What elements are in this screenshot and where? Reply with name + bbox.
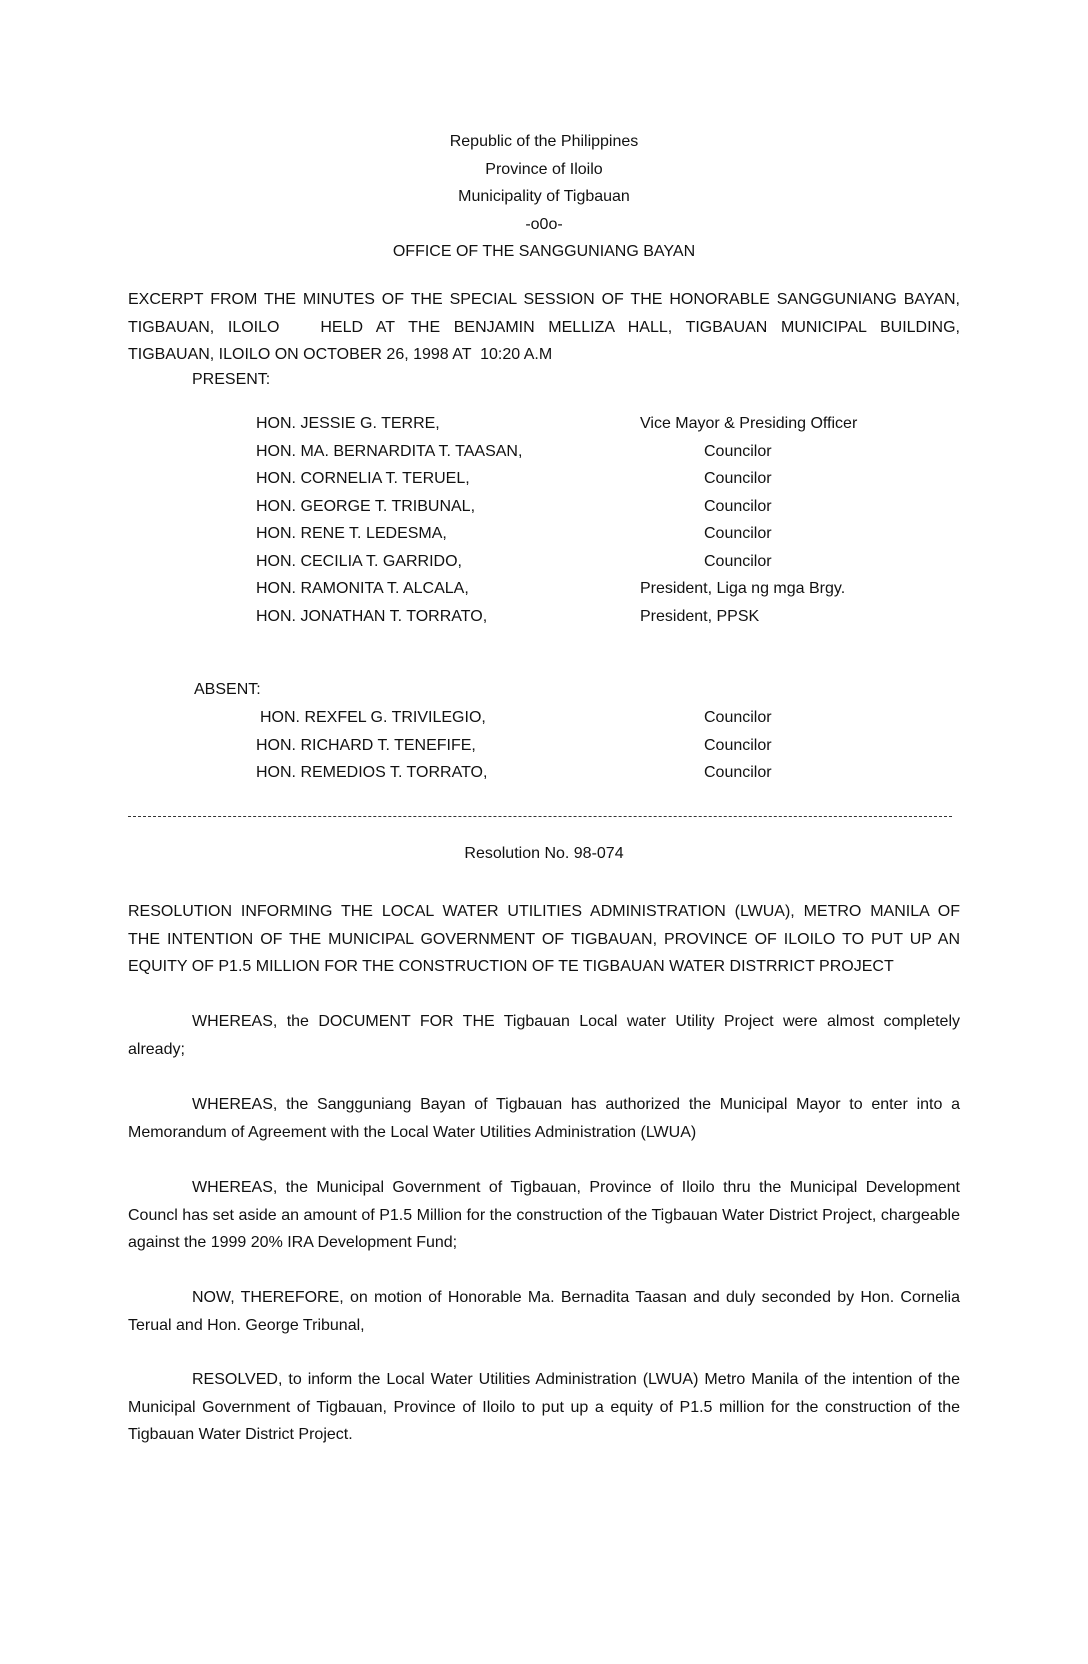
member-name: HON. CECILIA T. GARRIDO, <box>256 552 462 570</box>
member-name: HON. JONATHAN T. TORRATO, <box>256 607 488 625</box>
resolved-paragraph: RESOLVED, to inform the Local Water Utilities Administration (LWUA) Metro Manila of the intention of the Municipal Government of Tigbauan, Province of Iloilo to put up a equity of P1.5 million for the construction of the Tigbauan Water District Project. <box>128 1371 960 1443</box>
member-position: Councilor <box>704 442 772 460</box>
member-position: Councilor <box>704 552 772 570</box>
roster-row <box>0 465 1088 493</box>
resolution-title <box>128 898 960 981</box>
letterhead <box>0 128 1088 266</box>
roster-row <box>0 732 1088 760</box>
motion-paragraph: NOW, THEREFORE, on motion of Honorable Ma. Bernadita Taasan and duly seconded by Hon. Cornelia Terual and Hon. George Tribunal, <box>128 1289 960 1334</box>
member-position: President, PPSK <box>640 607 760 625</box>
absent-label: ABSENT: <box>194 681 261 698</box>
title-line: THE INTENTION OF THE MUNICIPAL GOVERNMENT OF TIGBAUAN, PROVINCE OF ILOILO TO PUT UP AN <box>128 930 960 948</box>
resolution-number: Resolution No. 98-074 <box>464 845 624 862</box>
header-office: OFFICE OF THE SANGGUNIANG BAYAN <box>392 243 696 260</box>
dashed-separator <box>128 816 952 817</box>
member-name: HON. JESSIE G. TERRE, <box>256 415 440 432</box>
member-name: HON. GEORGE T. TRIBUNAL, <box>256 497 476 515</box>
roster-row <box>0 493 1088 521</box>
member-name: HON. CORNELIA T. TERUEL, <box>256 470 470 487</box>
excerpt-line: TIGBAUAN, ILOILO HELD AT THE BENJAMIN MELLIZA HALL, TIGBAUAN MUNICIPAL BUILDING, <box>128 318 960 336</box>
roster-row <box>0 548 1088 576</box>
member-position: Councilor <box>704 497 772 515</box>
member-position: Councilor <box>704 736 772 754</box>
roster-row <box>0 575 1088 603</box>
header-municipality: Municipality of Tigbauan <box>458 188 630 205</box>
roster-row <box>0 410 1088 438</box>
member-name: HON. RENE T. LEDESMA, <box>256 525 447 542</box>
member-name: HON. REXFEL G. TRIVILEGIO, <box>260 709 486 726</box>
roster-row <box>0 704 1088 732</box>
roster-row <box>0 759 1088 787</box>
header-province: Province of Iloilo <box>485 160 603 178</box>
header-country: Republic of the Philippines <box>449 133 639 150</box>
member-name: HON. MA. BERNARDITA T. TAASAN, <box>256 442 523 460</box>
excerpt-line: TIGBAUAN, ILOILO ON OCTOBER 26, 1998 AT 10:20 A.M <box>128 346 553 363</box>
title-line: EQUITY OF P1.5 MILLION FOR THE CONSTRUCTION OF TE TIGBAUAN WATER DISTRRICT PROJECT <box>128 958 894 975</box>
header-ornament: -o0o- <box>525 215 563 233</box>
whereas-paragraph: WHEREAS, the Sangguniang Bayan of Tigbauan has authorized the Municipal Mayor to enter into a Memorandum of Agreement with the Local Water Utilities Administration (LWUA) <box>128 1096 960 1141</box>
title-line: RESOLUTION INFORMING THE LOCAL WATER UTILITIES ADMINISTRATION (LWUA), METRO MANILA OF <box>128 903 960 920</box>
member-name: HON. REMEDIOS T. TORRATO, <box>256 764 488 781</box>
roster-row <box>0 438 1088 466</box>
excerpt-line: EXCERPT FROM THE MINUTES OF THE SPECIAL SESSION OF THE HONORABLE SANGGUNIANG BAYAN, <box>128 291 960 308</box>
member-position: President, Liga ng mga Brgy. <box>640 580 846 597</box>
absent-roster <box>0 704 1088 787</box>
member-position: Vice Mayor & Presiding Officer <box>640 415 858 432</box>
whereas-paragraph: WHEREAS, the DOCUMENT FOR THE Tigbauan Local water Utility Project were almost completely already; <box>128 1013 960 1058</box>
member-position: Councilor <box>704 709 772 726</box>
member-name: HON. RICHARD T. TENEFIFE, <box>256 736 476 754</box>
roster-row <box>0 520 1088 548</box>
member-position: Councilor <box>704 470 772 487</box>
present-label: PRESENT: <box>192 371 271 388</box>
whereas-paragraph: WHEREAS, the Municipal Government of Tigbauan, Province of Iloilo thru the Municipal Development Councl has set aside an amount of P1.5 Million for the construction of the Tigbauan Water District Project, chargeable against the 1999 20% IRA Development Fund; <box>128 1179 960 1251</box>
roster-row <box>0 603 1088 631</box>
member-position: Councilor <box>704 764 772 781</box>
member-name: HON. RAMONITA T. ALCALA, <box>256 580 469 597</box>
present-roster <box>0 410 1088 630</box>
excerpt-heading <box>128 286 960 369</box>
member-position: Councilor <box>704 525 772 542</box>
